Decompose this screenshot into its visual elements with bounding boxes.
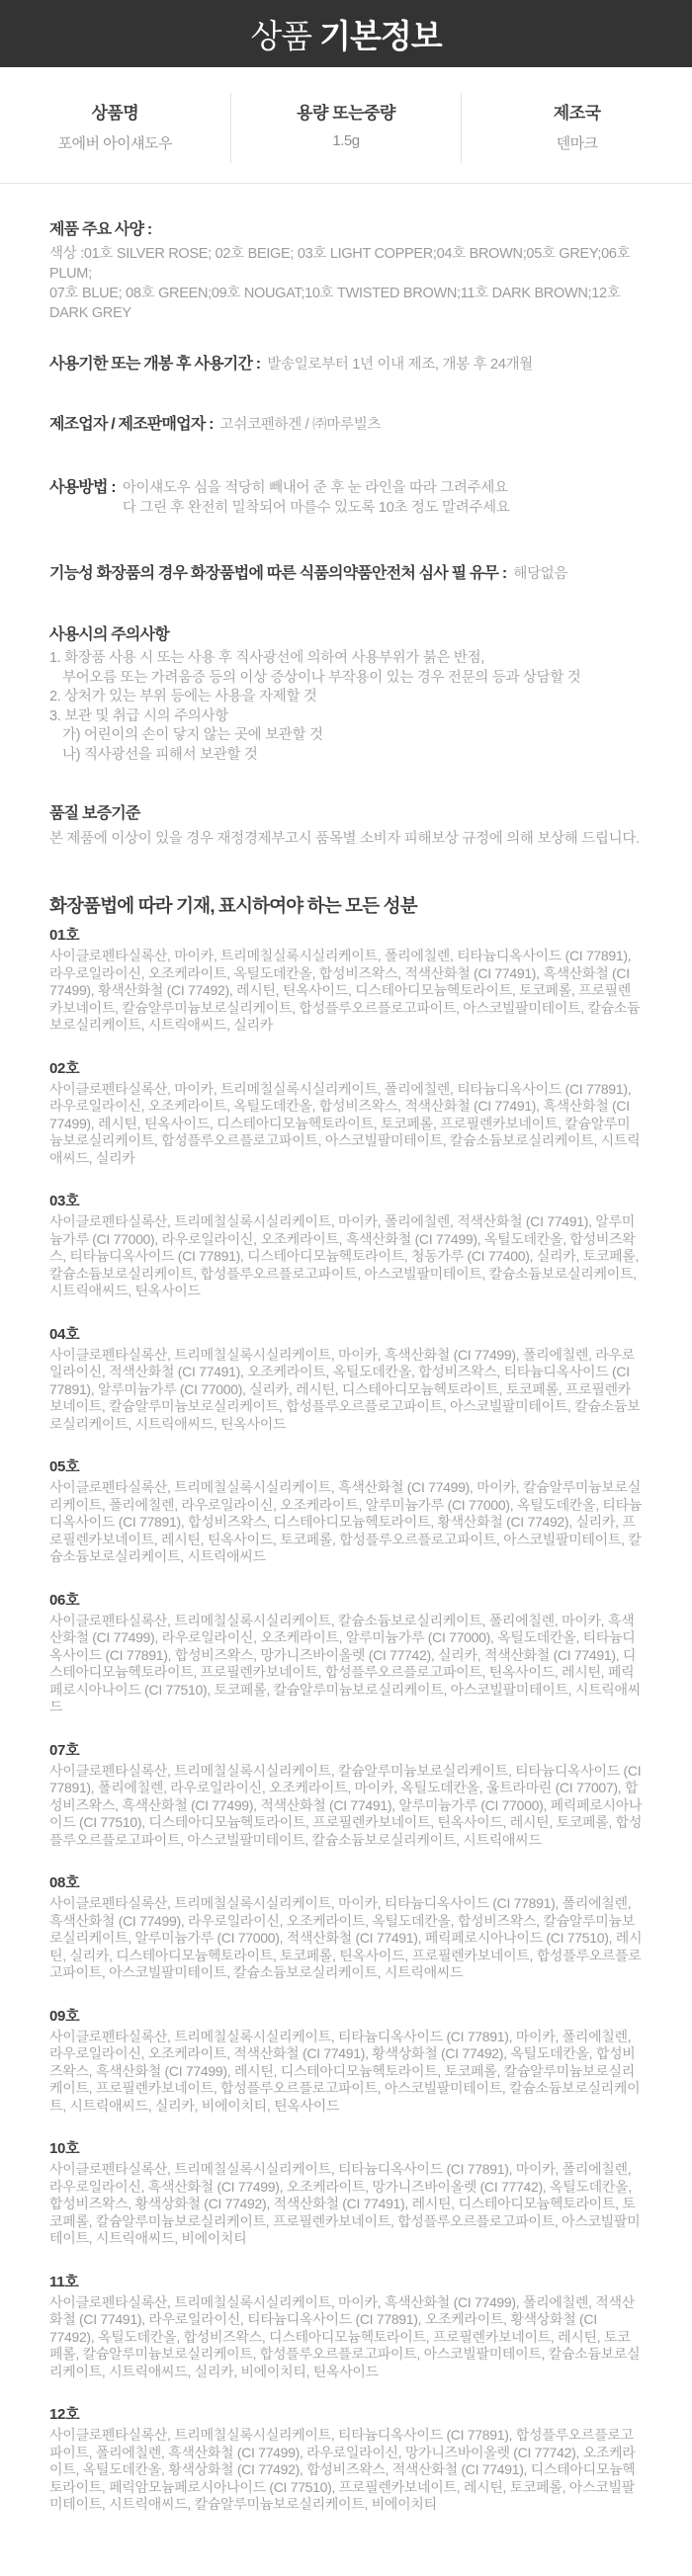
section-manufacturer	[49, 411, 643, 434]
usage-line-1: 아이섀도우 심을 적당히 빼내어 준 후 눈 라인을 따라 그려주세요	[122, 480, 508, 496]
usage-line-2: 다 그린 후 완전히 밀착되어 마를수 있도록 10초 정도 말려주세요	[122, 500, 510, 516]
section-ingredients	[49, 892, 643, 2514]
country-value: 덴마크	[556, 135, 598, 152]
ingredient-list-text: 사이클로펜타실록산, 트리메칠실록시실리케이트, 마이카, 폴리에칠렌, 적색산화철 (CI 77491), 알루미늄가루 (CI 77000), 라우로일라이신, 오조케라이트, 흑색산화철 (CI 77499), 옥틸도데칸올, 합성비즈왁스, 티타늄디옥사이드 (CI 77891), 디스테아디모늄헥토라이트, 청동가루 (CI 77400), 실리카, 토코페롤, 칼슘소듐보로실리케이트, 합성플루오르플로고파이트, 아스코빌팔미테이트, 칼슘소듐보로실리케이트, 시트릭애씨드, 틴옥사이드	[49, 1213, 640, 1298]
ingredient-block-04	[49, 1323, 643, 1434]
caution-line-1: 1. 화장품 사용 시 또는 사용 후 직사광선에 의하여 사용부위가 붉은 반점,	[49, 650, 485, 666]
ingredient-shade-number: 05호	[49, 1458, 80, 1475]
product-name-value: 포에버 아이섀도우	[57, 135, 173, 152]
page-title	[250, 11, 441, 57]
product-info-row	[0, 67, 692, 183]
caution-line-1-cont: 부어오름 또는 가려움증 등의 이상 증상이나 부작용이 있는 경우 전문의 등과 상담할 것	[62, 669, 581, 686]
ingredient-shade-number: 11호	[49, 2273, 79, 2290]
product-name-label: 상품명	[91, 104, 139, 123]
warranty-text: 본 제품에 이상이 있을 경우 재정경제부고시 품목별 소비자 피해보상 규정에 의해 보상해 드립니다.	[49, 831, 640, 847]
ingredient-shade-number: 07호	[49, 1741, 80, 1759]
usage-label: 사용방법 :	[49, 479, 116, 496]
caution-line-3a: 가) 어린이의 손이 닿지 않는 곳에 보관할 것	[62, 727, 323, 743]
ingredient-block-12	[49, 2403, 643, 2514]
ingredient-block-11	[49, 2271, 643, 2381]
ingredient-shade-number: 10호	[49, 2140, 80, 2157]
weight-value: 1.5g	[332, 132, 360, 149]
ingredient-list-text: 사이클로펜타실록산, 트리메칠실록시실리케이트, 칼슘알루미늄보로실리케이트, 티타늄디옥사이드 (CI 77891), 폴리에칠렌, 라우로일라이신, 오조케라이트, 마이카, 옥틸도데칸올, 울트라마린 (CI 77007), 합성비즈왁스, 흑색산화철 (CI 77499), 적색산화철 (CI 77491), 알루미늄가루 (CI 77000), 페릭페로시아나이드 (CI 77510), 디스테아디모늄헥토라이트, 프로필렌카보네이트, 틴옥사이드, 레시틴, 토코페롤, 합성플루오르플로고파이트, 아스코빌팔미테이트, 칼슘소듐보로실리케이트, 시트릭애씨드	[49, 1762, 643, 1848]
page-title-light: 상품	[250, 17, 312, 54]
product-detail-content	[0, 216, 692, 2576]
ingredient-block-03	[49, 1190, 643, 1300]
info-col-country	[461, 93, 692, 163]
ingredient-block-01	[49, 924, 643, 1035]
expiry-value: 발송일로부터 1년 이내 제조, 개봉 후 24개월	[267, 357, 534, 373]
ingredient-list-text: 사이클로펜타실록산, 마이카, 트리메칠실록시실리케이트, 폴리에칠렌, 티타늄디옥사이드 (CI 77891), 라우로일라이신, 오조케라이트, 옥틸도데칸올, 합성비즈왁스, 적색산화철 (CI 77491), 흑색산화철 (CI 77499), 황색산화철 (CI 77492), 레시틴, 틴옥사이드, 디스테아디모늄헥토라이트, 토코페롤, 프로필렌카보네이트, 칼슘알루미늄보로실리케이트, 합성플루오르플로고파이트, 아스코빌팔미테이트, 칼슘소듐보로실리케이트, 시트릭애씨드, 실리카	[49, 948, 641, 1033]
ingredient-block-02	[49, 1057, 643, 1168]
ingredient-shade-number: 04호	[49, 1325, 80, 1343]
manufacturer-label: 제조업자 / 제조판매업자 :	[49, 416, 214, 433]
ingredient-shade-number: 02호	[49, 1059, 80, 1077]
horizontal-divider	[0, 183, 692, 184]
section-cautions	[49, 622, 643, 765]
weight-label: 용량 또는중량	[297, 104, 395, 123]
functional-review-value: 해당없음	[513, 566, 568, 582]
ingredient-block-07	[49, 1739, 643, 1850]
ingredient-list-text: 사이클로펜타실록산, 트리메칠실록시실리케이트, 티타늄디옥사이드 (CI 77891), 합성플루오르플로고파이트, 폴리에칠렌, 흑색산화철 (CI 77499), 라우로일라이신, 망가니즈바이올렛 (CI 77742), 오조케라이트, 옥틸도데칸올, 황색상화철 (CI 77492), 합성비즈왁스, 적색산화철 (CI 77491), 디스테아디모늄헥토라이트, 페릭암모늄페로시아나이드 (CI 77510), 프로필렌카보네이트, 레시틴, 토코페롤, 아스코빌팔미테이트, 시트릭애씨드, 칼슘알루미늄보로실리케이트, 비에이치티	[49, 2427, 636, 2512]
info-col-product-name	[0, 93, 230, 163]
expiry-label: 사용기한 또는 개봉 후 사용기간 :	[49, 356, 261, 373]
manufacturer-value: 고쉬코펜하겐 / ㈜마루빌츠	[219, 417, 382, 433]
ingredient-shade-number: 06호	[49, 1591, 80, 1609]
info-col-weight	[230, 93, 462, 163]
caution-line-2: 2. 상처가 있는 부위 등에는 사용을 자제할 것	[49, 689, 317, 705]
section-main-specs	[49, 216, 643, 323]
ingredient-list-text: 사이클로펜타실록산, 트리메칠실록시실리케이트, 마이카, 흑색산화철 (CI 77499), 폴리에칠렌, 적색산화철 (CI 77491), 라우로일라이신, 티타늄디옥사이드 (CI 77891), 오조케라이트, 황색상화철 (CI 77492), 옥틸도데칸올, 합성비즈왁스, 디스테아디모늄헥토라이트, 프로필렌카보네이트, 레시틴, 토코페롤, 칼슘알루미늄보로실리케이트, 합성플루오르플로고파이트, 아스코빌팔미테이트, 칼슘소듐보로실리케이트, 시트릭애씨드, 실리카, 비에이치티, 틴옥사이드	[49, 2293, 641, 2379]
ingredient-shade-number: 12호	[49, 2406, 80, 2423]
cautions-label: 사용시의 주의사항	[49, 626, 169, 643]
ingredient-list-text: 사이클로펜타실록산, 트리메칠실록시실리케이트, 티타늄디옥사이드 (CI 77891), 마이카, 폴리에칠렌, 라우로일라이신, 흑색산화철 (CI 77499), 오조케라이트, 망가니즈바이올렛 (CI 77742), 옥틸도데칸올, 합성비즈왁스, 황색상화철 (CI 77492), 적색산화철 (CI 77491), 레시틴, 디스테아디모늄헥토라이트, 토코페롤, 칼슘알루미늄보로실리케이트, 프로필렌카보네이트, 합성플루오르플로고파이트, 아스코빌팔미테이트, 시트릭애씨드, 비에이치티	[49, 2161, 641, 2246]
warranty-label: 품질 보증기준	[49, 805, 140, 822]
functional-review-label: 기능성 화장품의 경우 화장품법에 따른 식품의약품안전처 심사 필 유무 :	[49, 565, 507, 582]
ingredient-block-06	[49, 1589, 643, 1716]
ingredient-list-text: 사이클로펜타실록산, 트리메칠실록시실리케이트, 마이카, 티타늄디옥사이드 (CI 77891), 폴리에칠렌, 흑색산화철 (CI 77499), 라우로일라이신, 오조케라이트, 옥틸도데칸올, 합성비즈왁스, 칼슘알루미늄보로실리케이트, 알루미늄가루 (CI 77000), 적색산화철 (CI 77491), 페릭페로시아나이드 (CI 77510), 레시틴, 실리카, 디스테아디모늄헥토라이트, 토코페롤, 틴옥사이드, 프로필렌카보네이트, 합성플루오르플로고파이트, 아스코빌팔미테이트, 칼슘소듐보로실리케이트, 시트릭애씨드	[49, 1895, 643, 1980]
ingredients-heading: 화장품법에 따라 기재, 표시하여야 하는 모든 성분	[49, 895, 417, 916]
ingredient-list-text: 사이클로펜타실록산, 트리메칠실록시실리케이트, 티타늄디옥사이드 (CI 77891), 마이카, 폴리에칠렌, 라우로일라이신, 오조케라이트, 적색산화철 (CI 77491), 황색상화철 (CI 77492), 옥틸도데칸올, 합성비즈왁스, 흑색산화철 (CI 77499), 레시틴, 디스테아디모늄헥토라이트, 토코페롤, 칼슘알루미늄보로실리케이트, 프로필렌카보네이트, 합성플루오르플로고파이트, 아스코빌팔미테이트, 칼슘소듐보로실리케이트, 시트릭애씨드, 실리카, 비에이치티, 틴옥사이드	[49, 2028, 641, 2114]
ingredient-list-text: 사이클로펜타실록산, 트리메칠실록시실리케이트, 흑색산화철 (CI 77499), 마이카, 칼슘알루미늄보로실리케이트, 폴리에칠렌, 라우로일라이신, 오조케라이트, 알루미늄가루 (CI 77000), 옥틸도데칸올, 티타늄디옥사이드 (CI 77891), 합성비즈왁스, 디스테아디모늄헥토라이트, 황색산화철 (CI 77492), 실리카, 프로필렌카보네이트, 레시틴, 틴옥사이드, 토코페롤, 합성플루오르플로고파이트, 아스코빌팔미테이트, 칼슘소듐보로실리케이트, 시트릭애씨드	[49, 1479, 643, 1564]
ingredient-block-10	[49, 2137, 643, 2248]
main-specs-line-1: 색상 :01호 SILVER ROSE; 02호 BEIGE; 03호 LIGHT COPPER;04호 BROWN;05호 GREY;06호 PLUM;	[49, 246, 631, 282]
ingredient-list-text: 사이클로펜타실록산, 트리메칠실록시실리케이트, 칼슘소듐보로실리케이트, 폴리에칠렌, 마이카, 흑색산화철 (CI 77499), 라우로일라이신, 오조케라이트, 알루미늄가루 (CI 77000), 옥틸도데칸올, 티타늄디옥사이드 (CI 77891), 합성비즈왁스, 망가니즈바이올렛 (CI 77742), 실리카, 적색산화철 (CI 77491), 디스테아디모늄헥토라이트, 프로필렌카보네이트, 합성플루오르플로고파이트, 틴옥사이드, 레시틴, 페릭페로시아나이드 (CI 77510), 토코페롤, 칼슘알루미늄보로실리케이트, 아스코빌팔미테이트, 시트릭애씨드	[49, 1612, 641, 1714]
ingredient-block-09	[49, 2005, 643, 2116]
ingredient-shade-number: 09호	[49, 2007, 80, 2025]
page-title-bold: 기본정보	[319, 17, 442, 54]
ingredient-block-08	[49, 1871, 643, 1982]
ingredient-list-text: 사이클로펜타실록산, 트리메칠실록시실리케이트, 마이카, 흑색산화철 (CI 77499), 폴리에칠렌, 라우로일라이신, 적색산화철 (CI 77491), 오조케라이트, 옥틸도데칸올, 합성비즈왁스, 티타늄디옥사이드 (CI 77891), 알루미늄가루 (CI 77000), 실리카, 레시틴, 디스테아디모늄헥토라이트, 토코페롤, 프로필렌카보네이트, 칼슘알루미늄보로실리케이트, 합성플루오르플로고파이트, 아스코빌팔미테이트, 칼슘소듐보로실리케이트, 시트릭애씨드, 틴옥사이드	[49, 1346, 641, 1432]
main-specs-label: 제품 주요 사양 :	[49, 221, 152, 238]
usage-lines	[123, 478, 510, 518]
ingredient-shade-number: 03호	[49, 1193, 80, 1209]
ingredient-shade-number: 01호	[49, 927, 80, 944]
ingredient-block-05	[49, 1455, 643, 1566]
section-expiry	[49, 351, 643, 374]
ingredient-shade-number: 08호	[49, 1874, 80, 1891]
section-warranty	[49, 800, 643, 849]
section-header-bar	[0, 0, 692, 67]
section-usage	[49, 474, 643, 518]
caution-line-3: 3. 보관 및 취급 시의 주의사항	[49, 707, 228, 724]
ingredient-list-text: 사이클로펜타실록산, 마이카, 트리메칠실록시실리케이트, 폴리에칠렌, 티타늄디옥사이드 (CI 77891), 라우로일라이신, 오조케라이트, 옥틸도데칸올, 합성비즈왁스, 적색산화철 (CI 77491), 흑색산화철 (CI 77499), 레시틴, 틴옥사이드, 디스테아디모늄헥토라이트, 토코페롤, 프로필렌카보네이트, 칼슘알루미늄보로실리케이트, 합성플루오르플로고파이트, 아스코빌팔미테이트, 칼슘소듐보로실리케이트, 시트릭애씨드, 실리카	[49, 1080, 641, 1166]
country-label: 제조국	[553, 104, 601, 123]
main-specs-line-2: 07호 BLUE; 08호 GREEN;09호 NOUGAT;10호 TWISTED BROWN;11호 DARK BROWN;12호 DARK GREY	[49, 286, 621, 321]
caution-line-3b: 나) 직사광선을 피해서 보관할 것	[62, 746, 258, 763]
section-functional-review	[49, 560, 643, 583]
